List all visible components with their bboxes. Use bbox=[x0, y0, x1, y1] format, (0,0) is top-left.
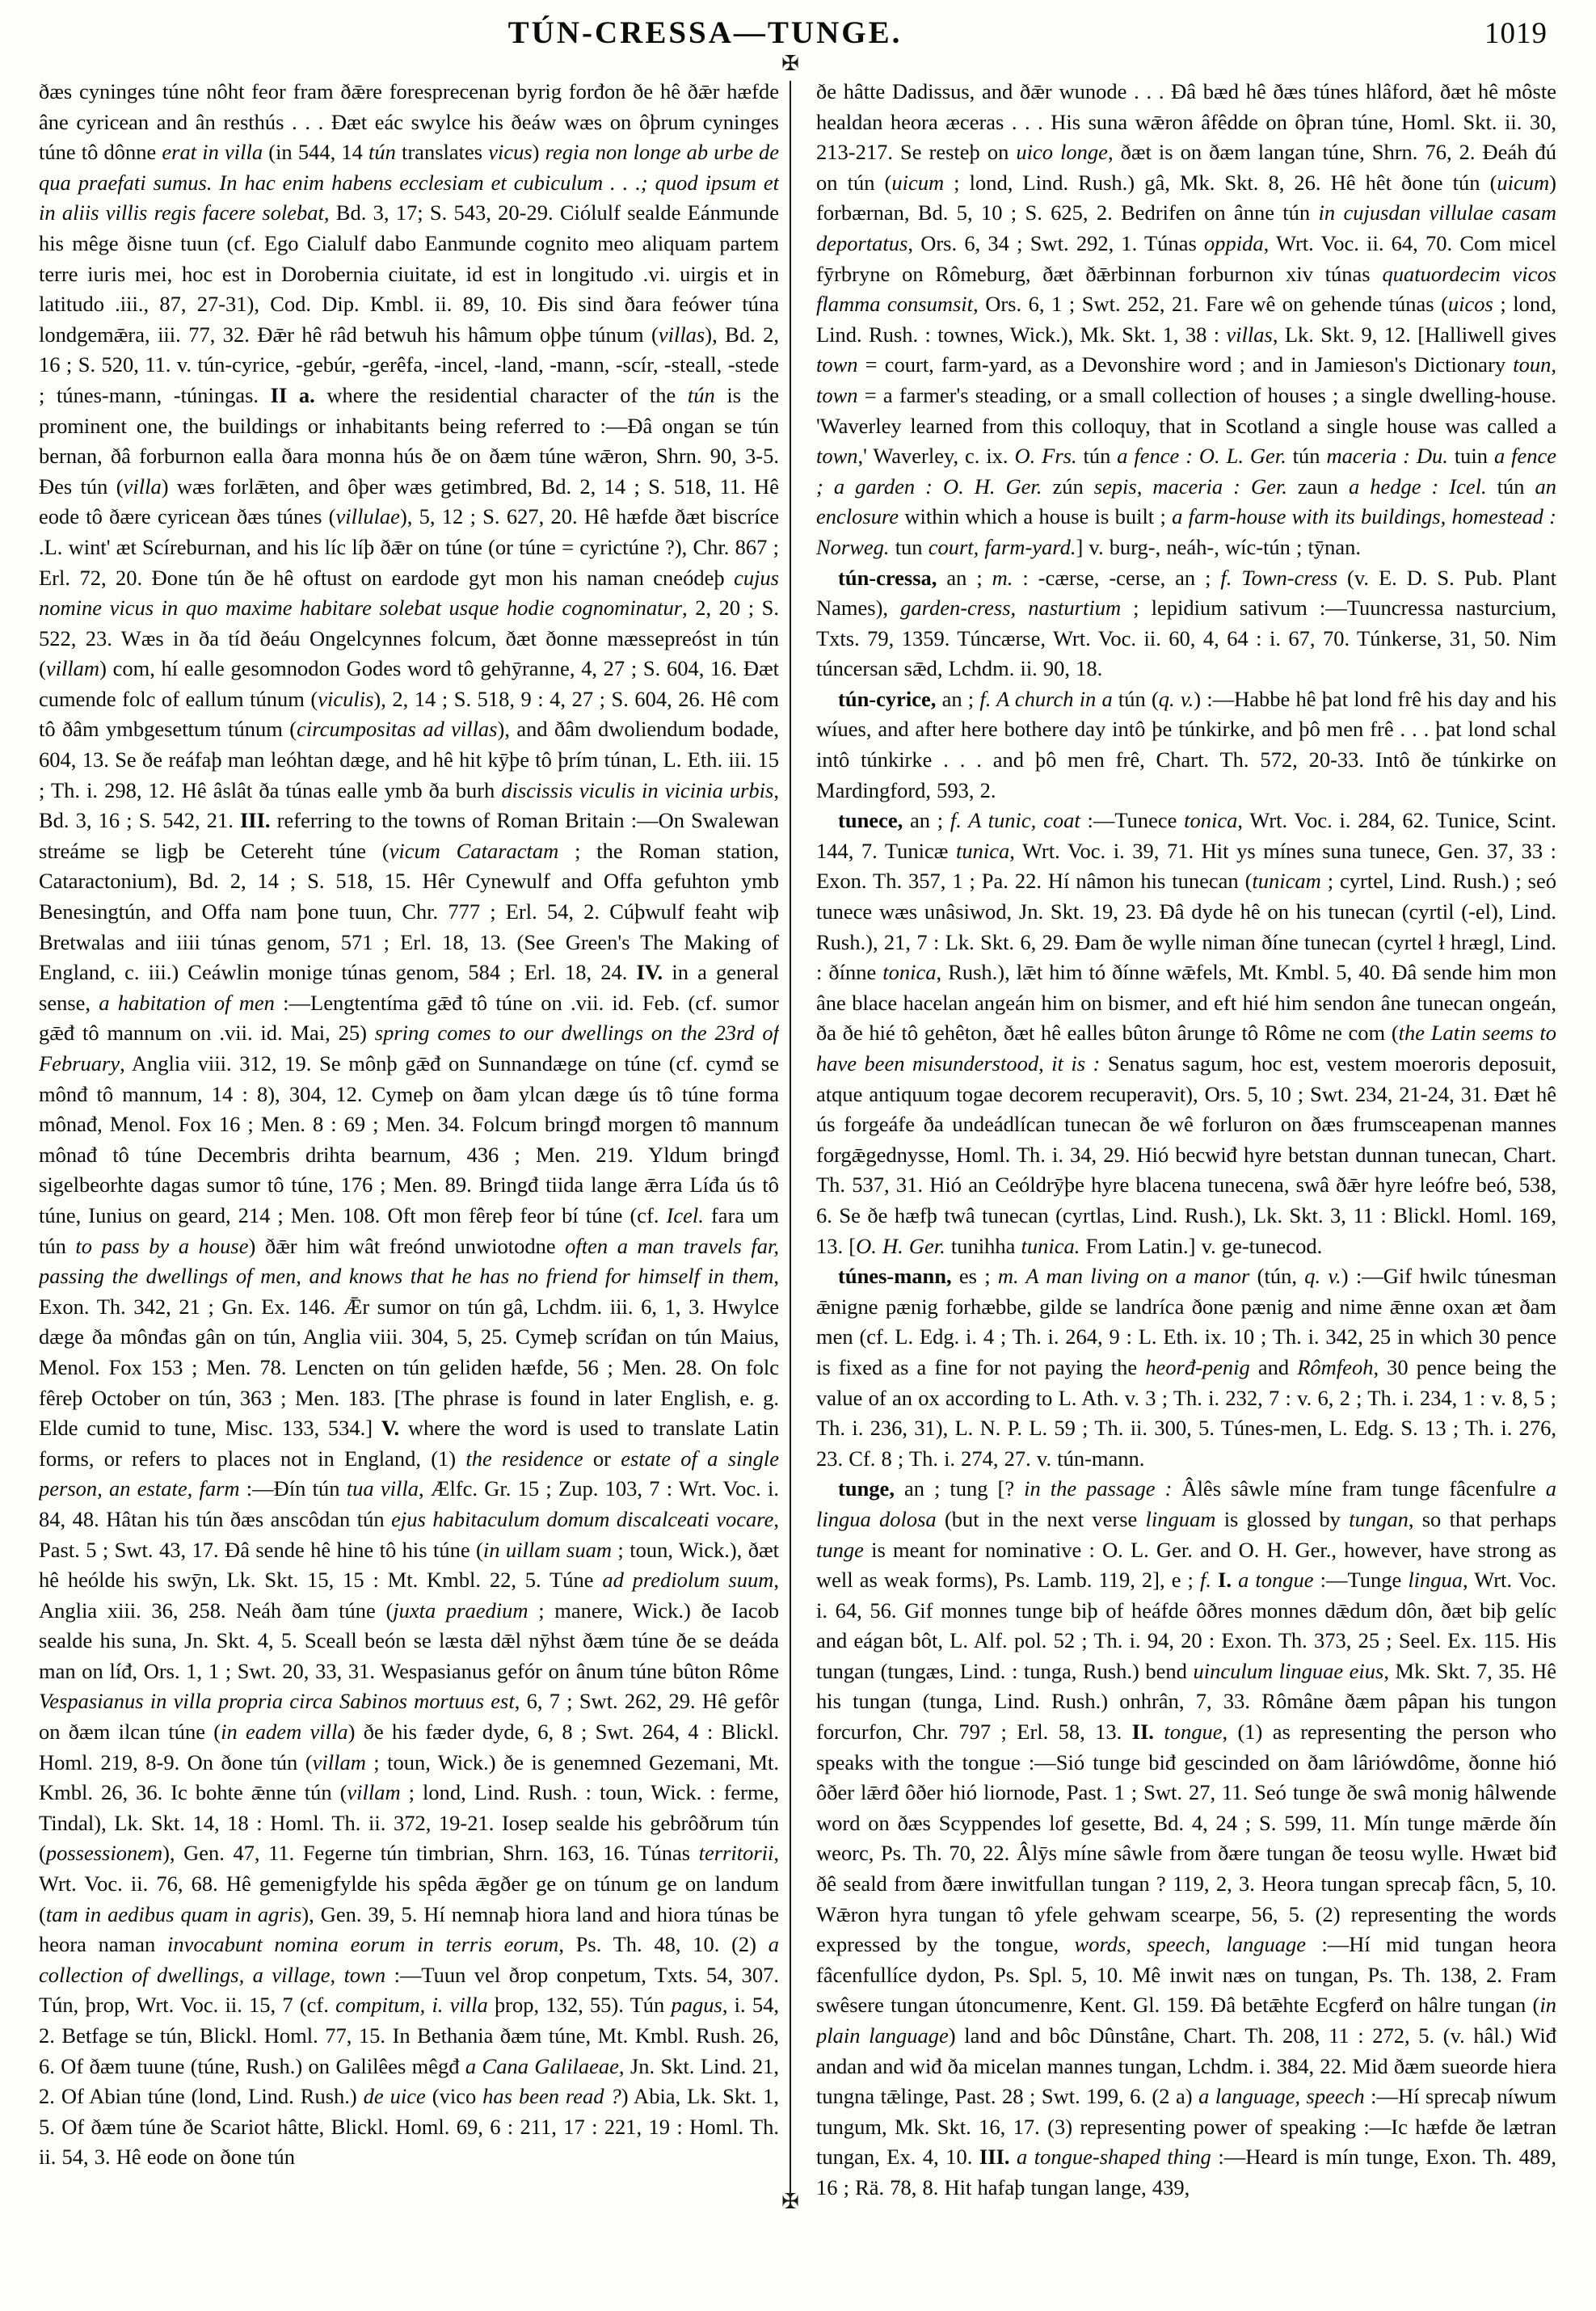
entry-tun-continuation-left: ðæs cyninges túne nôht feor fram ðǣre foresprecenan byrig forđon ðe hê ðǣr hæfde âne cyricean and ân resthús . . . Ðæt eác swylce his ðeáw wæs on ôþrum cyninges túne tô dônne erat in villa (in 544, 14 tún translates vicus) regia non longe ab urbe de qua praefati sumus. In hac enim habens ecclesiam et cubiculum . . .; quod ipsum et in aliis villis regis facere solebat, Bd. 3, 17; S. 543, 20-29. Ciólulf sealde Eánmunde his mêge ðisne tuun (cf. Ego Cialulf dabo Eanmunde cognito meo aliquam partem terre iuris mei, hoc est in Dorobernia ciuitate, id est in longitudo .vi. uirgis et in latitudo .iii., 87, 27-31), Cod. Dip. Kmbl. ii. 89, 10. Ðis sind ðara feówer túna londgemǣra, iii. 77, 32. Ðǣr hê râd betwuh his hâmum oþþe túnum (villas), Bd. 2, 16 ; S. 520, 11. v. tún-cyrice, -gebúr, -gerêfa, -incel, -land, -mann, -scír, -steall, -stede ; túnes-mann, -túningas. II a. where the residential character of the tún is the prominent one, the buildings or inhabitants being referred to :—Ðâ ongan se tún bernan, ðâ forburnon ealla ðara monna hús ðe on ðæm túne wǣron, Shrn. 90, 3-5. Ðes tún (villa) wæs forlǣten, and ôþer wæs getimbred, Bd. 2, 14 ; S. 518, 11. Hê eode tô ðære cyricean ðæs túnes (villulae), 5, 12 ; S. 627, 20. Hê hæfde ðæt biscríce .L. wint' æt Scíreburnan, and his líc líþ ðǣr on túne (or túne = cyrictúne ?), Chr. 867 ; Erl. 72, 20. Ðone tún ðe hê oftust on eardode gyt mon his naman cneódeþ cujus nomine vicus in quo maxime habitare solebat usque hodie cognominatur, 2, 20 ; S. 522, 23. Wæs in ða tíd ðeáu Ongelcynnes folcum, ðæt ðonne mæssepreóst in tún (villam) com, hí ealle gesomnodon Godes word tô gehȳranne, 4, 27 ; S. 604, 16. Ðæt cumende folc of eallum túnum (viculis), 2, 14 ; S. 518, 9 : 4, 27 ; S. 604, 26. Hê com tô ðâm ymbgesettum túnum (circumpositas ad villas), and ðâm dwoliendum bodade, 604, 13. Se ðe reáfaþ man leóhtan dæge, and hê hit kȳþe tô þrím túnan, L. Eth. iii. 15 ; Th. i. 298, 12. Hê âslât ða túnas ealle ymb ða burh discissis viculis in vicinia urbis, Bd. 3, 16 ; S. 542, 21. III. referring to the towns of Roman Britain :—On Swalewan streáme se ligþ be Cetereht túne (vicum Cataractam ; the Roman station, Cataractonium), Bd. 2, 14 ; S. 518, 15. Hêr Cynewulf and Offa gefuhton ymb Benesingtún, and Offa nam þone tuun, Chr. 777 ; Erl. 54, 2. Cúþwulf feaht wiþ Bretwalas and iiii túnas genom, 571 ; Erl. 18, 13. (See Green's The Making of England, c. iii.) Ceáwlin monige túnas genom, 584 ; Erl. 18, 24. IV. in a general sense, a habitation of men :—Lengtentíma gǣđ tô túne on .vii. id. Feb. (cf. sumor gǣđ tô mannum on .vii. id. Mai, 25) spring comes to our dwellings on the 23rd of February, Anglia viii. 312, 19. Se mônþ gǣđ on Sunnandæge on túne (cf. cymđ se mônđ tô mannum, 14 : 8), 304, 12. Cymeþ on ðam ylcan dæge ús tô túne forma mônađ, Menol. Fox 16 ; Men. 8 : 69 ; Men. 34. Folcum bringđ morgen tô mannum mônađ tô túne Decembris drihta bearnum, 436 ; Men. 219. Yldum bringđ sigelbeorhte dagas sumor tô túne, 176 ; Men. 89. Bringđ tiida lange ǣrra Líđa ús tô túne, Iunius on geard, 214 ; Men. 108. Oft mon fêreþ feor bí túne (cf. Icel. fara um tún to pass by a house) ðǣr him wât freónd unwiotodne often a man travels far, passing the dwellings of men, and knows that he has no friend for himself in them, Exon. Th. 342, 21 ; Gn. Ex. 146. Ǣr sumor on tún gâ, Lchdm. iii. 6, 1, 3. Hwylce dæge ða mônđas gân on tún, Anglia viii. 304, 5, 25. Cymeþ scríđan on tún Maius, Menol. Fox 153 ; Men. 78. Lencten on tún geliden hæfde, 56 ; Men. 28. On folc fêreþ October on tún, 363 ; Men. 183. [The phrase is found in later English, e. g. Elde cumid to tune, Misc. 133, 534.] V. where the word is used to translate Latin forms, or refers to places not in England, (1) the residence or estate of a single person, an estate, farm :—Ðín tún tua villa, Ælfc. Gr. 15 ; Zup. 103, 7 : Wrt. Voc. i. 84, 48. Hâtan his tún ðæs anscôdan tún ejus habitaculum domum discalceati vocare, Past. 5 ; Swt. 43, 17. Ðâ sende hê hine tô his túne (in uillam suam ; toun, Wick.), ðæt hê heólde his swȳn, Lk. Skt. 15, 15 : Mt. Kmbl. 22, 5. Túne ad prediolum suum, Anglia xiii. 36, 258. Neáh ðam túne (juxta praedium ; manere, Wick.) ðe Iacob sealde his suna, Jn. Skt. 4, 5. Sceall beón se læsta dǣl nȳhst ðæm túne ðe se deáda man on líđ, Ors. 1, 1 ; Swt. 20, 33, 31. Wespasianus gefór on ânum túne bûton Rôme Vespasianus in villa propria circa Sabinos mortuus est, 6, 7 ; Swt. 262, 29. Hê gefôr on ðæm ilcan túne (in eadem villa) ðe his fæder dyde, 6, 8 ; Swt. 264, 4 : Blickl. Homl. 219, 8-9. On ðone tún (villam ; toun, Wick.) ðe is genemned Gezemani, Mt. Kmbl. 26, 36. Ic bohte ǣnne tún (villam ; lond, Lind. Rush. : toun, Wick. : ferme, Tindal), Lk. Skt. 14, 18 : Homl. Th. ii. 372, 19-21. Iosep sealde his gebrôðrum tún (possessionem), Gen. 47, 11. Fegerne tún timbrian, Shrn. 163, 16. Túnas territorii, Wrt. Voc. ii. 76, 68. Hê gemenigfylde his spêda ǣgðer ge on túnum ge on landum (tam in aedibus quam in agris), Gen. 39, 5. Hí nemnaþ hiora land and hiora túnas be heora naman invocabunt nomina eorum in terris eorum, Ps. Th. 48, 10. (2) a collection of dwellings, a village, town :—Tuun vel ðrop conpetum, Txts. 54, 307. Tún, þrop, Wrt. Voc. ii. 15, 7 (cf. compitum, i. villa þrop, 132, 55). Tún pagus, i. 54, 2. Betfage se tún, Blickl. Homl. 77, 15. In Bethania ðæm túne, Mt. Kmbl. Rush. 26, 6. Of ðæm tuune (túne, Rush.) on Galilêes mêgđ a Cana Galilaeae, Jn. Skt. Lind. 21, 2. Of Abian túne (lond, Lind. Rush.) de uice (vico has been read ?) Abia, Lk. Skt. 1, 5. Of ðæm túne ðe Scariot hâtte, Blickl. Homl. 69, 6 : 211, 17 : 221, 19 : Homl. Th. ii. 54, 3. Hê eode on ðone tún bbox=[39, 79, 779, 2170]
entry-tun-cyrice: tún-cyrice, an ; f. A church in a tún (q. v.) :—Habbe hê þat lond frê his day and his wíues, and after here bothere day intô þe túnkirke, and þô men frê . . . þat lond schal intô túnkirke . . . and þô men frê, Chart. Th. 572, 20-33. Intô ðe túnkirke on Mardingford, 593, 2. bbox=[816, 686, 1556, 802]
entry-tun-continuation-right: ðe hâtte Dadissus, and ðǣr wunode . . . Ðâ bæd hê ðæs túnes hlâford, ðæt hê môste healdan heora æceras . . . His suna wǣron âfêdde on ôþran túne, Homl. Skt. ii. 30, 213-217. Se resteþ on uico longe, ðæt is on ðæm langan túne, Shrn. 76, 2. Ðeáh đú on tún (uicum ; lond, Lind. Rush.) gâ, Mk. Skt. 8, 26. Hê hêt ðone tún (uicum) forbærnan, Bd. 5, 10 ; S. 625, 2. Bedrifen on ânne tún in cujusdan villulae casam deportatus, Ors. 6, 34 ; Swt. 292, 1. Túnas oppida, Wrt. Voc. ii. 64, 70. Com micel fȳrbryne on Rômeburg, ðæt ðǣrbinnan forburnon xiv túnas quatuordecim vicos flamma consumsit, Ors. 6, 1 ; Swt. 252, 21. Fare wê on gehende túnas (uicos ; lond, Lind. Rush. : townes, Wick.), Mk. Skt. 1, 38 : villas, Lk. Skt. 9, 12. [Halliwell gives town = court, farm-yard, as a Devonshire word ; and in Jamieson's Dictionary toun, town = a farmer's steading, or a small collection of houses ; a single dwelling-house. 'Waverley learned from this colloquy, that in Scotland a single house was called a town,' Waverley, c. ix. O. Frs. tún a fence : O. L. Ger. tún maceria : Du. tuin a fence ; a garden : O. H. Ger. zún sepis, maceria : Ger. zaun a hedge : Icel. tún an enclosure within which a house is built ; a farm-house with its buildings, homestead : Norweg. tun court, farm-yard.] v. burg-, neáh-, wíc-tún ; tȳnan. bbox=[816, 79, 1556, 559]
entry-tun-cressa: tún-cressa, an ; m. : -cærse, -cerse, an ; f. Town-cress (v. E. D. S. Pub. Plant Names), garden-cress, nasturtium ; lepidium sativum :—Tuuncressa nasturcium, Txts. 79, 1359. Túncærse, Wrt. Voc. ii. 60, 4, 64 : i. 67, 70. Túnkerse, 31, 50. Nim túncersan sǣd, Lchdm. ii. 90, 18. bbox=[816, 565, 1556, 681]
page-title: TÚN-CRESSA—TUNGE. bbox=[507, 15, 903, 50]
divider-bottom-cross-icon: ✠ bbox=[781, 2190, 799, 2213]
entry-tunge: tunge, an ; tung [? in the passage : Âlês sâwle míne fram tunge fâcenfulre a lingua dolosa (but in the next verse linguam is glossed by tungan, so that perhaps tunge is meant for nominative : O. L. Ger. and O. H. Ger., however, have strong as well as weak forms), Ps. Lamb. 119, 2], e ; f. I. a tongue :—Tunge lingua, Wrt. Voc. i. 64, 56. Gif monnes tunge biþ of heáfde ôðres monnes dǣdum dôn, ðæt biþ gelíc and eágan bôt, L. Alf. pol. 52 ; Th. i. 94, 20 : Exon. Th. 373, 25 ; Seel. Ex. 115. His tungan (tungæs, Lind. : tunga, Rush.) bend uinculum linguae eius, Mk. Skt. 7, 35. Hê his tungan (tunga, Lind. Rush.) onhrân, 7, 33. Rômâne ðæm pâpan his tungon forcurfon, Chr. 797 ; Erl. 58, 13. II. tongue, (1) as representing the person who speaks with the tongue :—Sió tunge biđ gescinded on ðam lâriówdôme, ðonne hió ôðer lǣrđ ôðer hió liornode, Past. 1 ; Swt. 27, 11. Seó tunge ðe swâ monig hâlwende word on ðæs Scyppendes lof gesette, Bd. 4, 24 ; S. 599, 11. Mín tunge mǣrde ðín weorc, Ps. Th. 70, 22. Âlȳs míne sâwle from ðære tungan ðe teosu wylle. Hwæt biđ ðê seald from ðære inwitfullan tungan ? 119, 2, 3. Heora tungan sprecaþ fâcn, 5, 10. Wǣron hyra tungan tô yfele gehwam scearpe, 56, 5. (2) representing the words expressed by the tongue, words, speech, language :—Hí mid tungan heora fâcenfullíce dydon, Ps. Spl. 5, 10. Mê inwit næs on tungan, Ps. Th. 138, 2. Fram swêsere tungan útoncumenre, Kent. Gl. 159. Ðâ betǣhte Ecgferđ on hâlre tungan (in plain language) land and bôc Dûnstâne, Chart. Th. 208, 11 : 272, 5. (v. hâl.) Wiđ andan and wiđ ða micelan mannes tungan, Lchdm. i. 384, 22. Mid ðæm sueorde hiera tungna tǣlinge, Past. 28 ; Swt. 199, 6. (2 a) a language, speech :—Hí sprecaþ níwum tungum, Mk. Skt. 16, 17. (3) representing power of speaking :—Ic hæfde ðe lætran tungan, Ex. 4, 10. III. a tongue-shaped thing :—Heard is mín tunge, Exon. Th. 489, 16 ; Rä. 78, 8. Hit hafaþ tungan lange, 439, bbox=[816, 1476, 1556, 2199]
right-column bbox=[816, 77, 1556, 2210]
entry-tunes-mann: túnes-mann, es ; m. A man living on a manor (tún, q. v.) :—Gif hwilc túnesman ǣnigne pænig forhæbbe, gilde se landríca ðone pænig and nime ǣnne oxan æt ðam men (cf. L. Edg. i. 4 ; Th. i. 264, 9 : L. Eth. ix. 10 ; Th. i. 342, 25 in which 30 pence is fixed as a fine for not paying the heorđ-penig and Rômfeoh, 30 pence being the value of an ox according to L. Ath. v. 3 ; Th. i. 232, 7 : v. 6, 2 ; Th. i. 234, 1 : v. 8, 5 ; Th. i. 236, 31), L. N. P. L. 59 ; Th. ii. 300, 5. Túnes-men, L. Edg. S. 13 ; Th. i. 276, 23. Cf. 8 ; Th. i. 274, 27. v. tún-mann. bbox=[816, 1264, 1556, 1471]
entry-tunece: tunece, an ; f. A tunic, coat :—Tunece tonica, Wrt. Voc. i. 284, 62. Tunice, Scint. 144, 7. Tunicæ tunica, Wrt. Voc. i. 39, 71. Hit ys mínes suna tunece, Gen. 37, 33 : Exon. Th. 357, 1 ; Pa. 22. Hí nâmon his tunecan (tunicam ; cyrtel, Lind. Rush.) ; seó tunece wæs unâsiwod, Jn. Skt. 19, 23. Ðâ dyde hê on his tunecan (cyrtil (-el), Lind. Rush.), 21, 7 : Lk. Skt. 6, 29. Ðam ðe wylle niman ðíne tunecan (cyrtel ł hrægl, Lind. : ðínne tonica, Rush.), lǣt him tó ðínne wǣfels, Mt. Kmbl. 5, 40. Ðâ sende him mon âne blace hacelan angeán him on bismer, and eft hié him sendon âne tunecan ongeán, ða ðe hié tô gehêton, ðæt hê ealles bûton ârunge tô Rôme ne com (the Latin seems to have been misunderstood, it is : Senatus sagum, hoc est, vestem moeroris deposuit, atque antiquum togae decorem recuperavit), Ors. 5, 10 ; Swt. 234, 21-24, 31. Ðæt hê ús forgeáfe ða undeádlícan tunecan ðe wê forluron on ðæs frumsceapenan mannes forgǣgednysse, Homl. Th. i. 34, 29. Hió becwiđ hyre betstan dunnan tunecan, Chart. Th. 537, 31. Hió an Ceóldrȳþe hyre blacena tunecena, swâ ðǣr hyre leófre beó, 538, 6. Se ðe hæfþ twâ tunecan (cyrtlas, Lind. Rush.), Lk. Skt. 3, 11 : Blickl. Homl. 169, 13. [O. H. Ger. tunihha tunica. From Latin.] v. ge-tunecod. bbox=[816, 808, 1556, 1258]
left-column bbox=[39, 77, 779, 2210]
divider-top-cross-icon: ✠ bbox=[781, 52, 799, 75]
page-number: 1019 bbox=[1484, 17, 1548, 50]
column-divider-rule bbox=[790, 81, 791, 2194]
